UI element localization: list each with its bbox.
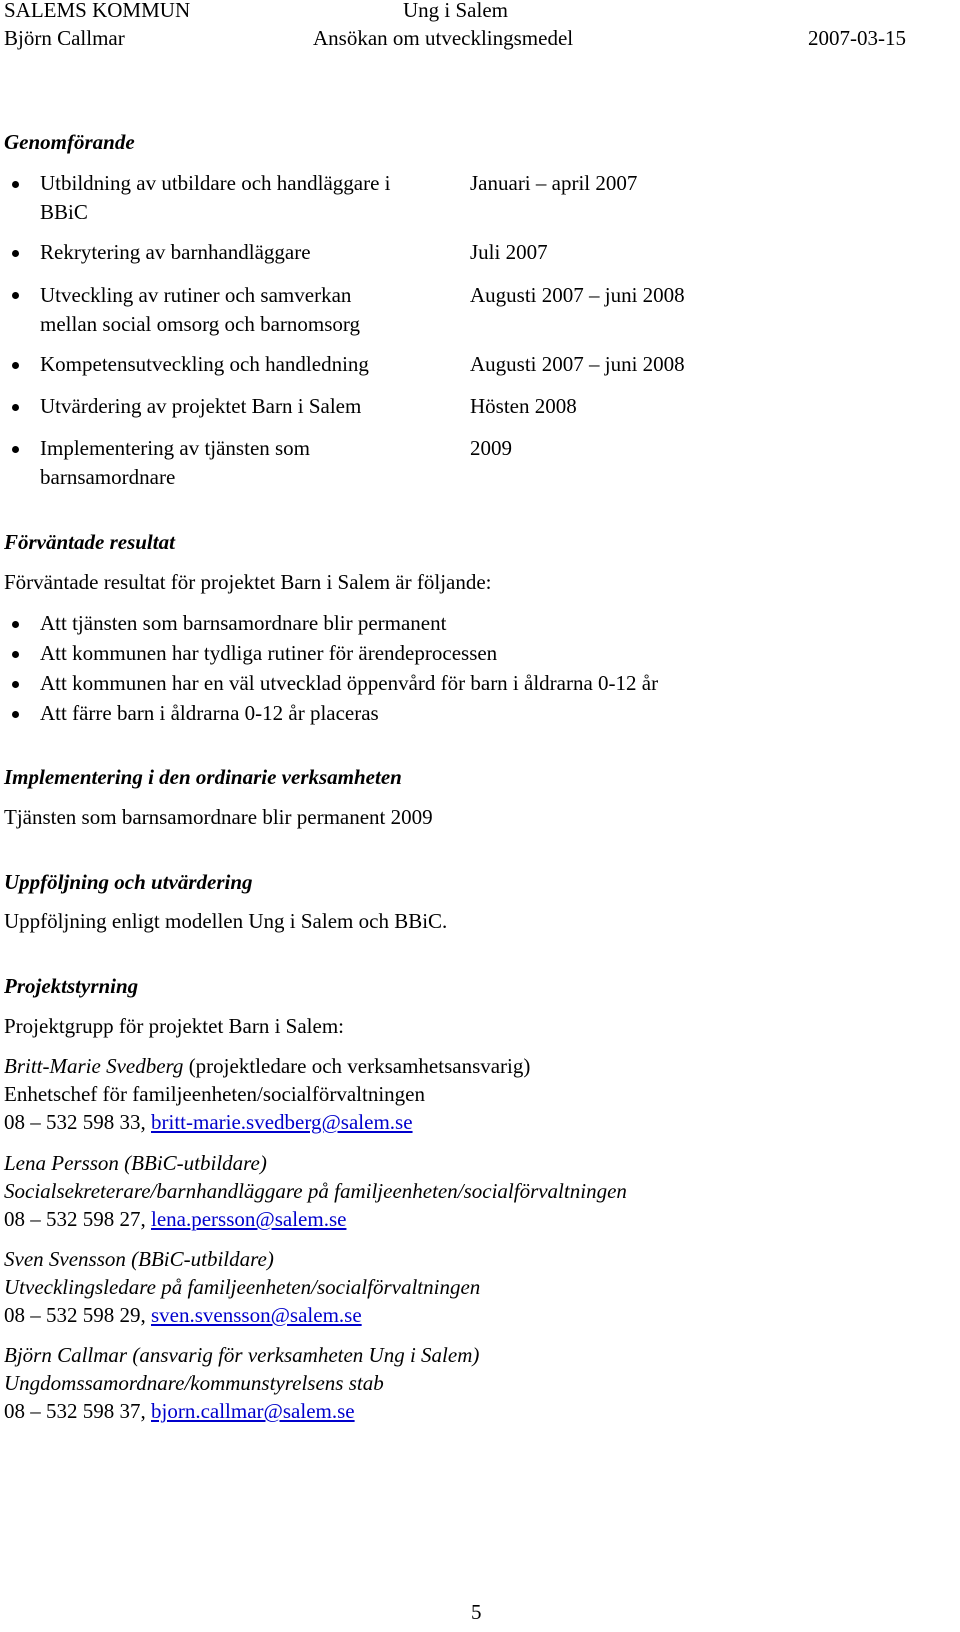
email-link[interactable]: bjorn.callmar@salem.se: [151, 1399, 355, 1423]
task-line2: mellan social omsorg och barnomsorg: [40, 312, 361, 336]
list-item: Att kommunen har en väl utvecklad öppenvård för barn i åldrarna 0-12 år: [40, 671, 659, 695]
member-phone: 08 – 532 598 33,: [4, 1110, 151, 1134]
task-when: 2009: [470, 436, 512, 460]
uppfoljning-text: Uppföljning enligt modellen Ung i Salem och BBiC.: [4, 909, 448, 933]
genomforande-heading: Genomförande: [4, 130, 135, 154]
task-when: Januari – april 2007: [470, 171, 638, 195]
list-item: Att tjänsten som barnsamordnare blir permanent: [40, 611, 447, 635]
member-phone: 08 – 532 598 29,: [4, 1303, 151, 1327]
task-line1: Rekrytering av barnhandläggare: [40, 240, 311, 264]
bullet-icon: [12, 681, 19, 688]
implementering-text: Tjänsten som barnsamordnare blir permanent 2009: [4, 805, 433, 829]
member-role: (projektledare och verksamhetsansvarig): [183, 1054, 531, 1078]
header-unit: Ung i Salem: [403, 0, 508, 22]
bullet-icon: [12, 446, 19, 453]
task-line2: BBiC: [40, 200, 88, 224]
header-org: SALEMS KOMMUN: [4, 0, 191, 22]
task-line1: Kompetensutveckling och handledning: [40, 352, 369, 376]
bullet-icon: [12, 292, 19, 299]
member-contact: [4, 1399, 355, 1424]
member-name-line: [4, 1054, 530, 1079]
bullet-icon: [12, 250, 19, 257]
task-line2: barnsamordnare: [40, 465, 176, 489]
member-name: Britt-Marie Svedberg: [4, 1054, 184, 1078]
member-phone: 08 – 532 598 27,: [4, 1207, 151, 1231]
resultat-heading: Förväntade resultat: [4, 530, 175, 554]
projektstyrning-heading: Projektstyrning: [4, 974, 139, 998]
bullet-icon: [12, 651, 19, 658]
bullet-icon: [12, 711, 19, 718]
member-contact: [4, 1110, 413, 1135]
task-when: Hösten 2008: [470, 394, 577, 418]
email-link[interactable]: britt-marie.svedberg@salem.se: [151, 1110, 413, 1134]
task-line1: Implementering av tjänsten som: [40, 436, 311, 460]
member-contact: [4, 1303, 362, 1328]
member-title: Socialsekreterare/barnhandläggare på familjeenheten/socialförvaltningen: [4, 1179, 627, 1203]
member-contact: [4, 1207, 346, 1232]
member-name: Sven Svensson (BBiC-utbildare): [4, 1247, 274, 1271]
bullet-icon: [12, 362, 19, 369]
email-link[interactable]: sven.svensson@salem.se: [151, 1303, 362, 1327]
member-phone: 08 – 532 598 37,: [4, 1399, 151, 1423]
task-when: Juli 2007: [470, 240, 548, 264]
task-line1: Utvärdering av projektet Barn i Salem: [40, 394, 362, 418]
list-item: Att färre barn i åldrarna 0-12 år placeras: [40, 701, 379, 725]
member-title: Ungdomssamordnare/kommunstyrelsens stab: [4, 1371, 384, 1395]
member-title: Utvecklingsledare på familjeenheten/socialförvaltningen: [4, 1275, 481, 1299]
task-when: Augusti 2007 – juni 2008: [470, 283, 685, 307]
header-doc-title: Ansökan om utvecklingsmedel: [313, 26, 574, 50]
member-name: Lena Persson (BBiC-utbildare): [4, 1151, 267, 1175]
bullet-icon: [12, 181, 19, 188]
list-item: Att kommunen har tydliga rutiner för ärendeprocessen: [40, 641, 498, 665]
page-number: 5: [471, 1600, 482, 1624]
implementering-heading: Implementering i den ordinarie verksamheten: [4, 765, 402, 789]
task-line1: Utbildning av utbildare och handläggare i: [40, 171, 391, 195]
task-line1: Utveckling av rutiner och samverkan: [40, 283, 352, 307]
task-when: Augusti 2007 – juni 2008: [470, 352, 685, 376]
email-link[interactable]: lena.persson@salem.se: [151, 1207, 347, 1231]
bullet-icon: [12, 621, 19, 628]
header-author: Björn Callmar: [4, 26, 125, 50]
bullet-icon: [12, 404, 19, 411]
projektstyrning-intro: Projektgrupp för projektet Barn i Salem:: [4, 1014, 345, 1038]
header-date: 2007-03-15: [808, 26, 906, 50]
member-name: Björn Callmar (ansvarig för verksamheten Ung i Salem): [4, 1343, 480, 1367]
resultat-intro: Förväntade resultat för projektet Barn i Salem är följande:: [4, 570, 492, 594]
member-title: Enhetschef för familjeenheten/socialförvaltningen: [4, 1082, 425, 1106]
uppfoljning-heading: Uppföljning och utvärdering: [4, 870, 253, 894]
